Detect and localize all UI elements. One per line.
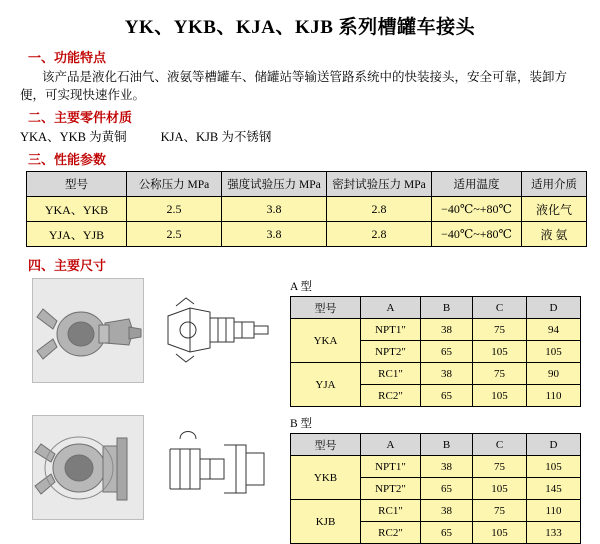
dim-cell: NPT1" [361,319,421,341]
perf-header-cell: 适用介质 [522,172,587,197]
dim-cell: 38 [421,319,473,341]
table-row [291,319,581,341]
material-line-steel: KJA、KJB 为不锈钢 [160,130,272,145]
dim-cell: 38 [421,456,473,478]
perf-cell: 2.8 [327,222,432,247]
dim-model-cell: YKB [291,456,361,500]
dim-cell: NPT2" [361,478,421,500]
table-header-row [291,297,581,319]
perf-cell: 3.8 [222,222,327,247]
perf-cell: 液 氨 [522,222,587,247]
dim-cell: 105 [473,385,527,407]
dim-header-cell: 型号 [291,434,361,456]
dim-header-cell: D [527,434,581,456]
perf-cell: 2.5 [127,197,222,222]
dim-header-cell: A [361,297,421,319]
dim-header-cell: B [421,434,473,456]
type-a-dimension-table [290,296,581,407]
dim-header-cell: A [361,434,421,456]
dim-cell: NPT2" [361,341,421,363]
material-lines [20,128,586,146]
dim-cell: 38 [421,363,473,385]
perf-cell: 2.8 [327,197,432,222]
dim-cell: 75 [473,363,527,385]
type-a-table-wrap [290,278,581,407]
table-row [291,363,581,385]
coupling-photo-type-a [32,278,144,383]
dim-cell: 110 [527,385,581,407]
dim-header-cell: 型号 [291,297,361,319]
dim-header-cell: D [527,297,581,319]
dim-cell: RC2" [361,522,421,544]
dim-header-cell: C [473,434,527,456]
dim-cell: 145 [527,478,581,500]
type-b-dimension-table [290,433,581,544]
perf-cell: YJA、YJB [27,222,127,247]
dimensions-section [14,278,586,544]
dim-cell: 38 [421,500,473,522]
coupling-line-drawing-type-a [150,278,280,381]
performance-table [26,171,587,247]
dim-cell: 105 [527,341,581,363]
dim-cell: 105 [473,341,527,363]
perf-header-cell: 公称压力 MPa [127,172,222,197]
dim-cell: 133 [527,522,581,544]
perf-header-cell: 适用温度 [432,172,522,197]
features-text: 该产品是液化石油气、液氨等槽罐车、储罐站等输送管路系统中的快装接头，安全可靠，装卸方便，可实现快速作业。 [20,70,568,103]
perf-cell: 液化气 [522,197,587,222]
dim-cell: 90 [527,363,581,385]
section-heading-performance: 三、性能参数 [28,152,107,168]
perf-header-cell: 型号 [27,172,127,197]
dim-cell: 105 [527,456,581,478]
dim-model-cell: YJA [291,363,361,407]
coupling-line-drawing-type-b [150,415,280,518]
table-row [291,456,581,478]
table-header-row [291,434,581,456]
section-heading-features: 一、功能特点 [28,50,107,65]
perf-cell: 2.5 [127,222,222,247]
table-row [27,197,587,222]
dim-cell: NPT1" [361,456,421,478]
type-b-table-wrap [290,415,581,544]
dim-cell: 75 [473,319,527,341]
type-b-label: B 型 [290,418,313,431]
dim-cell: 75 [473,500,527,522]
dim-cell: 75 [473,456,527,478]
material-line-brass: YKA、YKB 为黄铜 [20,130,127,145]
dim-header-cell: B [421,297,473,319]
dim-cell: 65 [421,341,473,363]
dim-cell: 65 [421,385,473,407]
dim-cell: 105 [473,522,527,544]
features-paragraph [20,68,580,104]
perf-header-cell: 密封试验压力 MPa [327,172,432,197]
type-a-block [32,278,586,407]
perf-header-cell: 强度试验压力 MPa [222,172,327,197]
perf-cell: −40℃~+80℃ [432,197,522,222]
dim-cell: RC2" [361,385,421,407]
perf-cell: YKA、YKB [27,197,127,222]
dim-cell: 94 [527,319,581,341]
page-title: YK、YKB、KJA、KJB 系列槽罐车接头 [124,17,476,38]
type-b-block [32,415,586,544]
dim-cell: 65 [421,478,473,500]
table-row [27,222,587,247]
dim-model-cell: YKA [291,319,361,363]
dim-cell: 110 [527,500,581,522]
dim-cell: 65 [421,522,473,544]
section-heading-dimensions: 四、主要尺寸 [28,258,107,274]
table-row [291,500,581,522]
dim-cell: RC1" [361,500,421,522]
table-header-row [27,172,587,197]
dim-header-cell: C [473,297,527,319]
section-heading-material: 二、主要零件材质 [28,110,133,126]
dim-model-cell: KJB [291,500,361,544]
dim-cell: 105 [473,478,527,500]
dim-cell: RC1" [361,363,421,385]
coupling-photo-type-b [32,415,144,520]
perf-cell: −40℃~+80℃ [432,222,522,247]
perf-cell: 3.8 [222,197,327,222]
type-a-label: A 型 [290,281,313,294]
